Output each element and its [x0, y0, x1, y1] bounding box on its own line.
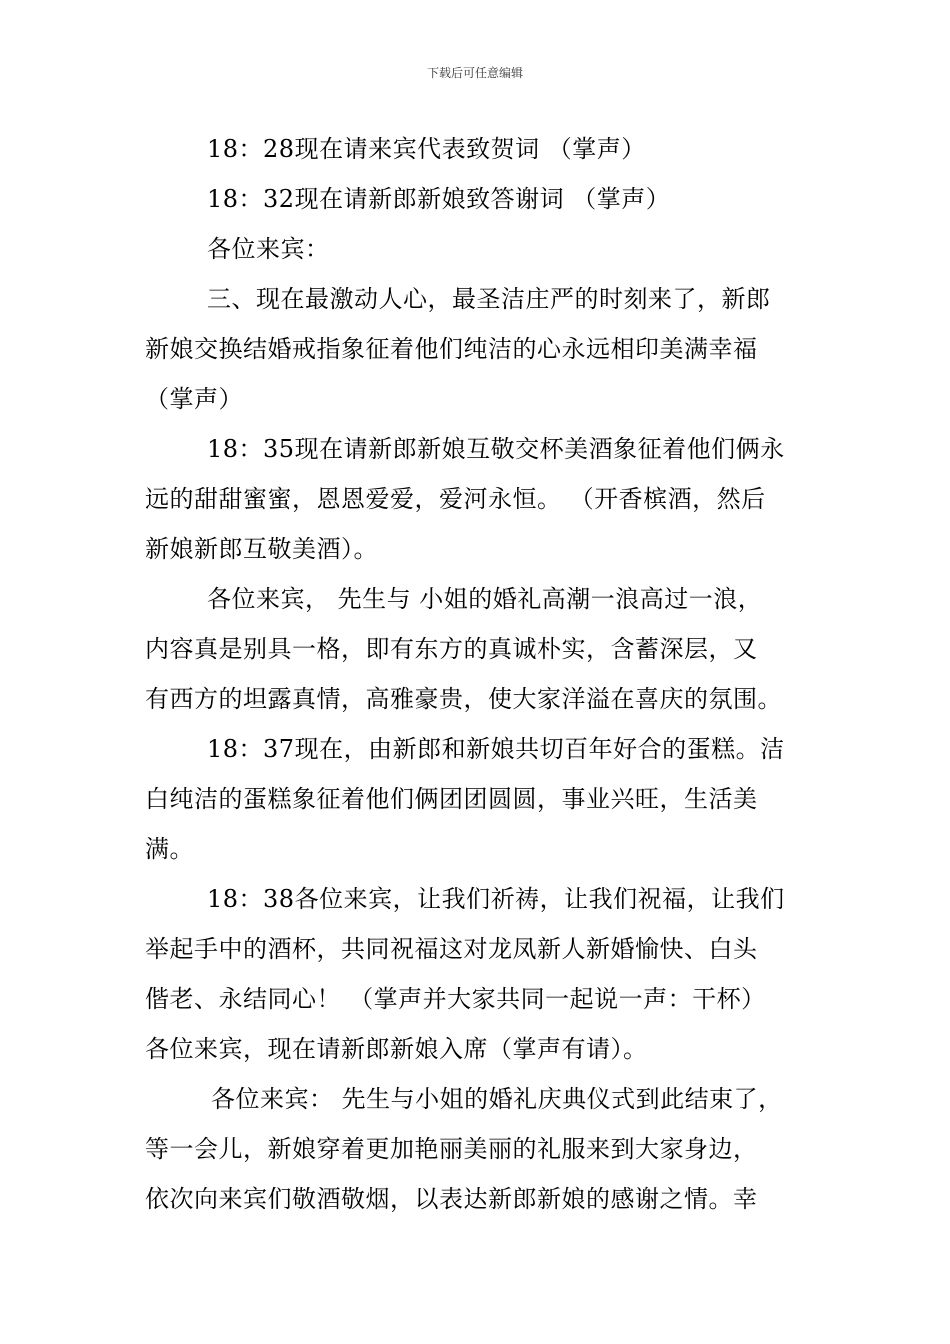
text-line: 新娘交换结婚戒指象征着他们纯洁的心永远相印美满幸福: [145, 335, 758, 363]
text-line: 远的甜甜蜜蜜，恩恩爱爱，爱河永恒。 （开香槟酒，然后: [145, 485, 766, 513]
text-line: 18：37现在，由新郎和新娘共切百年好合的蛋糕。洁: [207, 735, 785, 763]
text-line: 等一会儿，新娘穿着更加艳丽美丽的礼服来到大家身边，: [145, 1135, 758, 1163]
text-line: 18：35现在请新郎新娘互敬交杯美酒象征着他们俩永: [207, 435, 785, 463]
text-line: 偕老、永结同心！ （掌声并大家共同一起说一声：干杯）: [145, 985, 766, 1013]
text-line: 各位来宾， 先生与 小姐的婚礼高潮一浪高过一浪，: [207, 585, 763, 613]
text-line: 各位来宾：: [207, 235, 330, 263]
text-line: 18：28现在请来宾代表致贺词 （掌声）: [207, 135, 646, 163]
text-line: 各位来宾： 先生与小姐的婚礼庆典仪式到此结束了，: [211, 1085, 783, 1113]
text-line: 各位来宾，现在请新郎新娘入席（掌声有请）。: [145, 1035, 648, 1063]
text-line: 白纯洁的蛋糕象征着他们俩团团圆圆，事业兴旺，生活美: [145, 785, 758, 813]
text-line: 内容真是别具一格，即有东方的真诚朴实，含蓄深层，又: [145, 635, 758, 663]
text-line: 三、现在最激动人心，最圣洁庄严的时刻来了，新郎: [207, 285, 771, 313]
text-line: 满。: [145, 835, 194, 863]
text-line: 18：38各位来宾，让我们祈祷，让我们祝福，让我们: [207, 885, 785, 913]
text-line: 18：32现在请新郎新娘致答谢词 （掌声）: [207, 185, 671, 213]
text-line: 举起手中的酒杯，共同祝福这对龙凤新人新婚愉快、白头: [145, 935, 758, 963]
text-line: 依次向来宾们敬酒敬烟，以表达新郎新娘的感谢之情。幸: [145, 1185, 758, 1213]
text-line: 有西方的坦露真情，高雅豪贵，使大家洋溢在喜庆的氛围。: [145, 685, 782, 713]
text-line: 新娘新郎互敬美酒）。: [145, 535, 378, 563]
text-line: （掌声）: [145, 385, 243, 413]
page-header: 下载后可任意编辑: [426, 66, 523, 80]
document-body: [145, 124, 810, 1224]
